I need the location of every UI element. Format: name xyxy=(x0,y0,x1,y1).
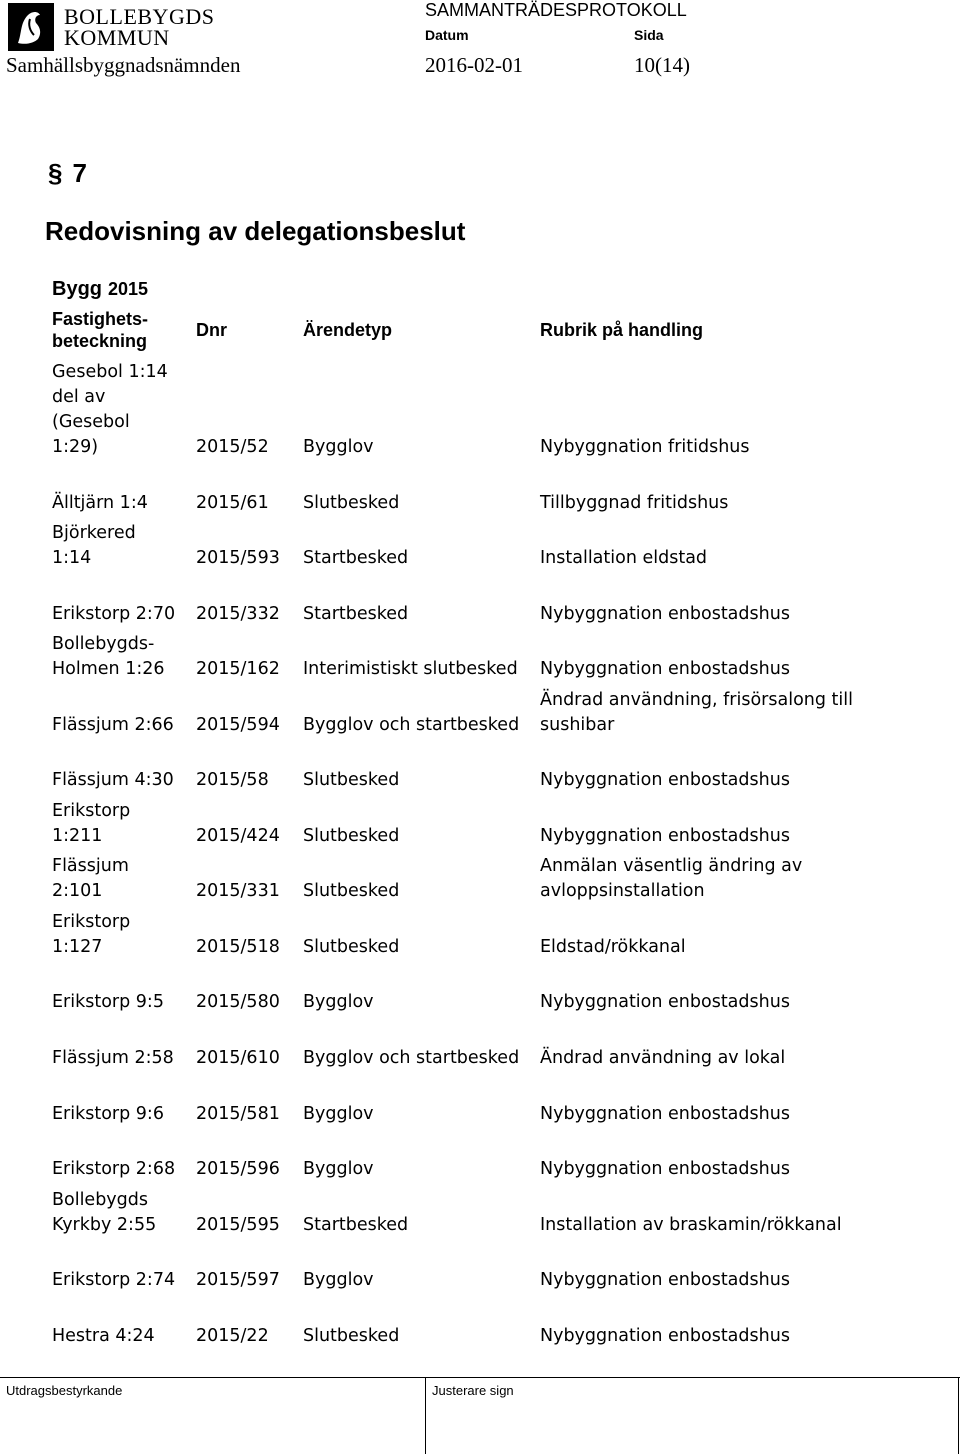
category-year: 2015 xyxy=(108,279,149,299)
cell-heading-line: Nybyggnation fritidshus xyxy=(540,437,750,457)
cell-property-line: Holmen 1:26 xyxy=(52,659,165,679)
cell-property-line: 2:101 xyxy=(52,881,103,901)
cell-dnr: 2015/58 xyxy=(196,770,269,790)
section-symbol: § xyxy=(48,158,63,188)
cell-type: Interimistiskt slutbesked xyxy=(303,659,518,679)
cell-heading-line: sushibar xyxy=(540,715,615,735)
cell-heading-line: Tillbyggnad fritidshus xyxy=(540,493,729,513)
column-header-type: Ärendetyp xyxy=(303,320,393,340)
cell-type: Slutbesked xyxy=(303,1326,400,1346)
cell-type: Slutbesked xyxy=(303,881,400,901)
cell-heading-line: Nybyggnation enbostadshus xyxy=(540,1104,790,1124)
column-header-property-line1: Fastighets- xyxy=(52,309,149,329)
cell-heading-line: Eldstad/rökkanal xyxy=(540,937,686,957)
cell-property-line: Erikstorp xyxy=(52,801,131,821)
cell-property xyxy=(52,1324,155,1349)
column-header-heading: Rubrik på handling xyxy=(540,320,704,340)
cell-property-line: 1:211 xyxy=(52,826,103,846)
meeting-date: 2016-02-01 xyxy=(425,53,523,77)
cell-type: Bygglov xyxy=(303,1159,374,1179)
cell-property-line: Erikstorp 2:70 xyxy=(52,604,176,624)
cell-heading-line: Nybyggnation enbostadshus xyxy=(540,1270,790,1290)
cell-heading-line: Nybyggnation enbostadshus xyxy=(540,659,790,679)
column-header-dnr: Dnr xyxy=(196,320,227,340)
cell-property-line: del av xyxy=(52,387,106,407)
cell-type: Slutbesked xyxy=(303,937,400,957)
cell-dnr: 2015/597 xyxy=(196,1270,280,1290)
cell-heading-line: Installation eldstad xyxy=(540,548,708,568)
cell-heading-line: Ändrad användning av lokal xyxy=(540,1048,786,1068)
cell-dnr: 2015/593 xyxy=(196,548,280,568)
footer-right-border xyxy=(958,1377,959,1454)
cell-property-line: Erikstorp 9:6 xyxy=(52,1104,164,1124)
date-label: Datum xyxy=(425,27,469,43)
cell-dnr: 2015/581 xyxy=(196,1104,280,1124)
cell-property-line: 1:29) xyxy=(52,437,99,457)
cell-property-line: Björkered xyxy=(52,523,136,543)
cell-property-line: Älltjärn 1:4 xyxy=(52,493,148,513)
cell-dnr: 2015/332 xyxy=(196,604,280,624)
cell-property-line: (Gesebol xyxy=(52,412,130,432)
cell-type: Slutbesked xyxy=(303,770,400,790)
cell-type: Slutbesked xyxy=(303,826,400,846)
cell-dnr: 2015/580 xyxy=(196,992,280,1012)
cell-property-line: Kyrkby 2:55 xyxy=(52,1215,157,1235)
page-number: 10(14) xyxy=(634,53,690,77)
cell-dnr: 2015/518 xyxy=(196,937,280,957)
cell-dnr: 2015/331 xyxy=(196,881,280,901)
certification-label: Utdragsbestyrkande xyxy=(6,1383,123,1398)
cell-type: Bygglov xyxy=(303,1104,374,1124)
page-title: Redovisning av delegationsbeslut xyxy=(45,216,466,246)
cell-property-line: Gesebol 1:14 xyxy=(52,362,168,382)
cell-property-line: Erikstorp xyxy=(52,912,131,932)
cell-type: Startbesked xyxy=(303,604,409,624)
cell-heading xyxy=(540,1324,790,1349)
cell-type: Bygglov xyxy=(303,1270,374,1290)
cell-type: Startbesked xyxy=(303,548,409,568)
logo-text-line2: KOMMUN xyxy=(64,25,170,50)
cell-heading-line: Nybyggnation enbostadshus xyxy=(540,604,790,624)
cell-property-line: Flässjum 4:30 xyxy=(52,770,174,790)
cell-property-line: Flässjum xyxy=(52,856,129,876)
cell-property-line: Erikstorp 2:74 xyxy=(52,1270,176,1290)
page-label: Sida xyxy=(634,27,664,43)
cell-dnr: 2015/595 xyxy=(196,1215,280,1235)
cell-heading-line: Installation av braskamin/rökkanal xyxy=(540,1215,842,1235)
cell-type: Bygglov xyxy=(303,992,374,1012)
cell-dnr: 2015/162 xyxy=(196,659,280,679)
cell-dnr: 2015/52 xyxy=(196,437,269,457)
cell-property-line: 1:14 xyxy=(52,548,92,568)
adjuster-signature-label: Justerare sign xyxy=(432,1383,514,1398)
cell-heading-line: avloppsinstallation xyxy=(540,881,705,901)
cell-property-line: Erikstorp 2:68 xyxy=(52,1159,176,1179)
cell-property-line: 1:127 xyxy=(52,937,103,957)
cell-dnr: 2015/594 xyxy=(196,715,280,735)
cell-heading-line: Nybyggnation enbostadshus xyxy=(540,826,790,846)
cell-type: Bygglov och startbesked xyxy=(303,1048,520,1068)
cell-property-line: Erikstorp 9:5 xyxy=(52,992,164,1012)
cell-type: Bygglov och startbesked xyxy=(303,715,520,735)
cell-type: Slutbesked xyxy=(303,493,400,513)
section-number-value: 7 xyxy=(72,158,87,188)
column-header-property-line2: beteckning xyxy=(52,331,148,351)
cell-heading-line: Nybyggnation enbostadshus xyxy=(540,770,790,790)
document-type: SAMMANTRÄDESPROTOKOLL xyxy=(425,0,687,20)
category-name: Bygg xyxy=(52,278,102,300)
cell-property-line: Hestra 4:24 xyxy=(52,1326,155,1346)
cell-heading-line: Anmälan väsentlig ändring av xyxy=(540,856,803,876)
cell-heading-line: Nybyggnation enbostadshus xyxy=(540,992,790,1012)
cell-dnr: 2015/424 xyxy=(196,826,280,846)
cell-dnr: 2015/596 xyxy=(196,1159,280,1179)
cell-property-line: Flässjum 2:66 xyxy=(52,715,174,735)
cell-heading-line: Nybyggnation enbostadshus xyxy=(540,1159,790,1179)
cell-property-line: Bollebygds xyxy=(52,1190,149,1210)
cell-type: Startbesked xyxy=(303,1215,409,1235)
committee-name: Samhällsbyggnadsnämnden xyxy=(6,53,241,77)
footer-column-divider xyxy=(425,1377,426,1454)
cell-dnr: 2015/22 xyxy=(196,1326,269,1346)
footer-divider xyxy=(0,1377,960,1378)
cell-dnr: 2015/610 xyxy=(196,1048,280,1068)
cell-heading-line: Ändrad användning, frisörsalong till xyxy=(540,690,853,710)
cell-heading-line: Nybyggnation enbostadshus xyxy=(540,1326,790,1346)
cell-property-line: Flässjum 2:58 xyxy=(52,1048,174,1068)
cell-dnr: 2015/61 xyxy=(196,493,269,513)
logo-text-line1: BOLLEBYGDS xyxy=(64,4,215,29)
cell-property-line: Bollebygds- xyxy=(52,634,155,654)
cell-type: Bygglov xyxy=(303,437,374,457)
